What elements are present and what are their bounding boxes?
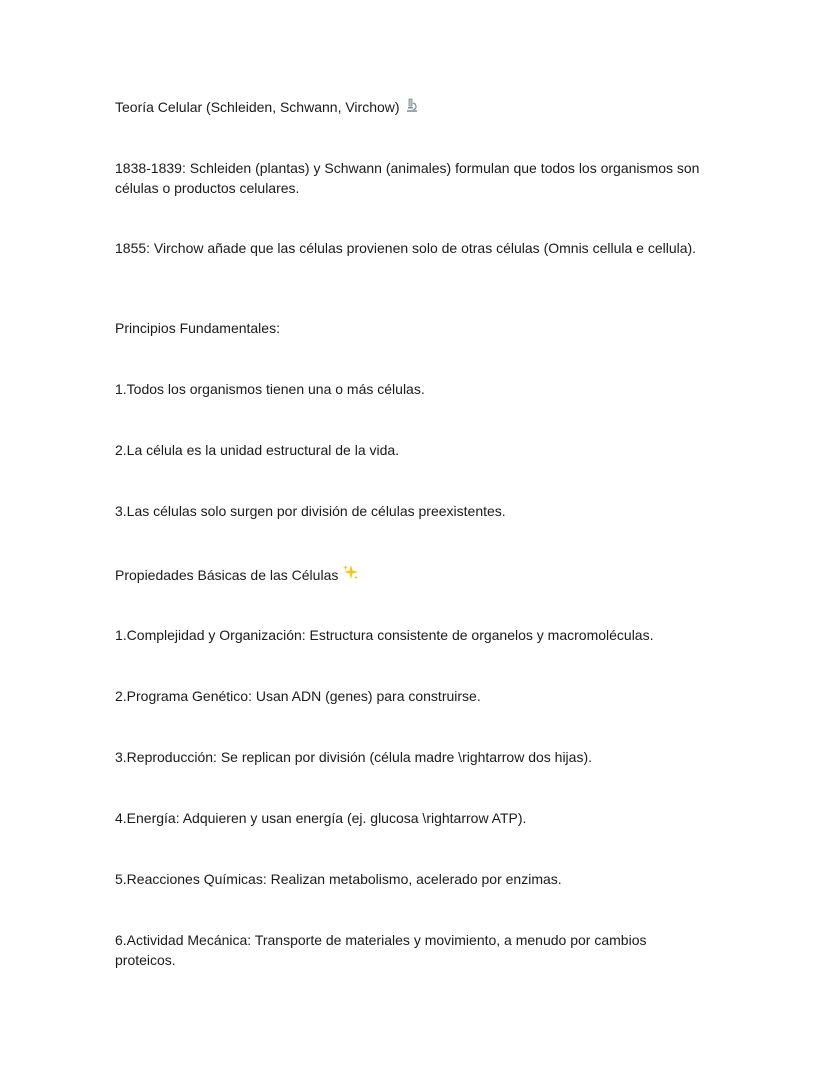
principle-item: 1.Todos los organismos tienen una o más células. bbox=[115, 381, 425, 397]
paragraph-1855: 1855: Virchow añade que las células provienen solo de otras células (Omnis cellula e cellula). bbox=[115, 240, 697, 256]
principle-item: 3.Las células solo surgen por división de células preexistentes. bbox=[115, 503, 506, 519]
property-item: 2.Programa Genético: Usan ADN (genes) para construirse. bbox=[115, 688, 481, 704]
heading-cell-theory bbox=[115, 97, 705, 117]
heading-properties bbox=[115, 564, 705, 585]
sparkles-icon bbox=[342, 564, 359, 581]
property-item: 4.Energía: Adquieren y usan energía (ej. glucosa \rightarrow ATP). bbox=[115, 810, 527, 826]
property-item: 6.Actividad Mecánica: Transporte de materiales y movimiento, a menudo por cambios proteicos. bbox=[115, 932, 647, 968]
heading-properties-text: Propiedades Básicas de las Células bbox=[115, 567, 339, 583]
property-item: 5.Reacciones Químicas: Realizan metabolismo, acelerado por enzimas. bbox=[115, 871, 562, 887]
heading-cell-theory-text: Teoría Celular (Schleiden, Schwann, Virchow) bbox=[115, 99, 400, 115]
microscope-icon bbox=[404, 97, 420, 113]
subheading-principles: Principios Fundamentales: bbox=[115, 320, 280, 336]
principle-item: 2.La célula es la unidad estructural de la vida. bbox=[115, 442, 400, 458]
paragraph-1838: 1838-1839: Schleiden (plantas) y Schwann (animales) formulan que todos los organismos son células o productos celulares. bbox=[115, 160, 700, 196]
property-item: 1.Complejidad y Organización: Estructura consistente de organelos y macromoléculas. bbox=[115, 627, 654, 643]
property-item: 3.Reproducción: Se replican por división (célula madre \rightarrow dos hijas). bbox=[115, 749, 593, 765]
